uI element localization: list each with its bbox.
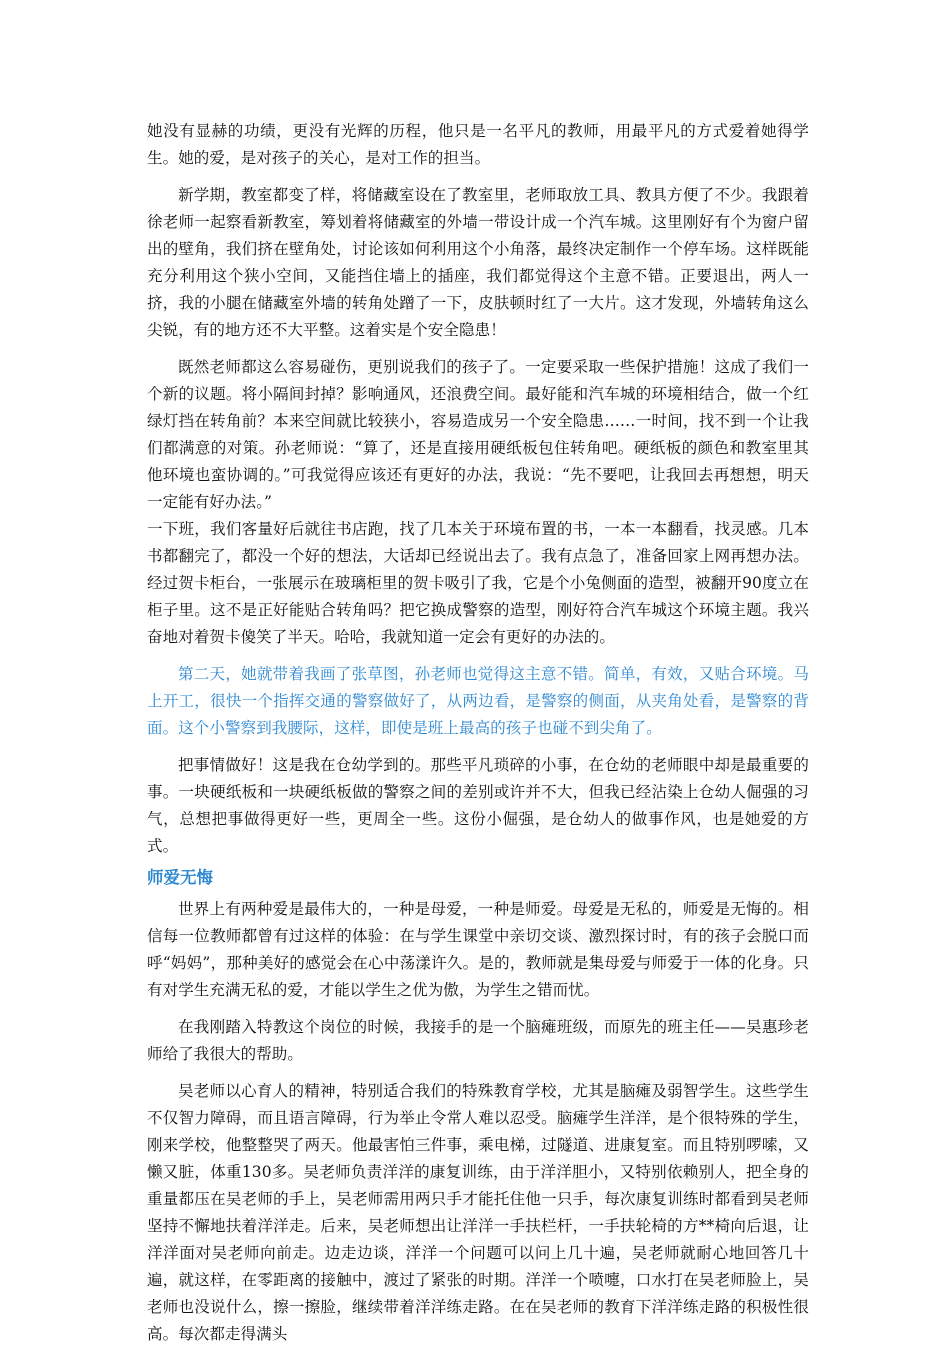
section-heading: 师爱无悔	[147, 868, 213, 887]
document-page	[147, 118, 809, 1348]
paragraph-8: 在我刚踏入特教这个岗位的时候，我接手的是一个脑瘫班级，而原先的班主任——吴惠珍老师给了我很大的帮助。	[147, 1018, 809, 1063]
paragraph-5-highlighted: 第二天，她就带着我画了张草图，孙老师也觉得这主意不错。简单，有效，又贴合环境。马上开工，很快一个指挥交通的警察做好了，从两边看，是警察的侧面，从夹角处看，是警察的背面。这个小警察到我腰际，这样，即使是班上最高的孩子也碰不到尖角了。	[147, 665, 809, 737]
paragraph-9: 吴老师以心育人的精神，特别适合我们的特殊教育学校，尤其是脑瘫及弱智学生。这些学生不仅智力障碍，而且语言障碍，行为举止令常人难以忍受。脑瘫学生洋洋，是个很特殊的学生，刚来学校，他整整哭了两天。他最害怕三件事，乘电梯，过隧道、进康复室。而且特别啰嗦，又懒又脏，体重130多。吴老师负责洋洋的康复训练，由于洋洋胆小，又特别依赖别人，把全身的重量都压在吴老师的手上，吴老师需用两只手才能托住他一只手，每次康复训练时都看到吴老师坚持不懈地扶着洋洋走。后来，吴老师想出让洋洋一手扶栏杆，一手扶轮椅的方**椅向后退，让洋洋面对吴老师向前走。边走边谈，洋洋一个问题可以问上几十遍，吴老师就耐心地回答几十遍，就这样，在零距离的接触中，渡过了紧张的时期。洋洋一个喷嚏，口水打在吴老师脸上，吴老师也没说什么，擦一擦脸，继续带着洋洋练走路。在在吴老师的教育下洋洋练走路的积极性很高。每次都走得满头	[147, 1082, 809, 1343]
paragraph-1: 她没有显赫的功绩，更没有光辉的历程，他只是一名平凡的教师，用最平凡的方式爱着她得学生。她的爱，是对孩子的关心，是对工作的担当。	[147, 122, 809, 167]
paragraph-6: 把事情做好！这是我在仓幼学到的。那些平凡琐碎的小事，在仓幼的老师眼中却是最重要的事。一块硬纸板和一块硬纸板做的警察之间的差别或许并不大，但我已经沾染上仓幼人倔强的习气，总想把事做得更好一些，更周全一些。这份小倔强，是仓幼人的做事作风，也是她爱的方式。	[147, 756, 809, 855]
paragraph-7: 世界上有两种爱是最伟大的，一种是母爱，一种是师爱。母爱是无私的，师爱是无悔的。相信每一位教师都曾有过这样的体验：在与学生课堂中亲切交谈、激烈探讨时，有的孩子会脱口而呼“妈妈”，那种美好的感觉会在心中荡漾许久。是的，教师就是集母爱与师爱于一体的化身。只有对学生充满无私的爱，才能以学生之优为傲，为学生之错而忧。	[147, 900, 809, 999]
paragraph-2: 新学期，教室都变了样，将储藏室设在了教室里，老师取放工具、教具方便了不少。我跟着徐老师一起察看新教室，筹划着将储藏室的外墙一带设计成一个汽车城。这里刚好有个为窗户留出的壁角，我们挤在壁角处，讨论该如何利用这个小角落，最终决定制作一个停车场。这样既能充分利用这个狭小空间，又能挡住墙上的插座，我们都觉得这个主意不错。正要退出，两人一挤，我的小腿在储藏室外墙的转角处蹭了一下，皮肤顿时红了一大片。这才发现，外墙转角这么尖锐，有的地方还不大平整。这着实是个安全隐患！	[147, 186, 809, 339]
paragraph-4: 一下班，我们客量好后就往书店跑，找了几本关于环境布置的书，一本一本翻看，找灵感。几本书都翻完了，都没一个好的想法，大话却已经说出去了。我有点急了，准备回家上网再想办法。经过贺卡柜台，一张展示在玻璃柜里的贺卡吸引了我，它是个小兔侧面的造型，被翻开90度立在柜子里。这不是正好能贴合转角吗？把它换成警察的造型，刚好符合汽车城这个环境主题。我兴奋地对着贺卡傻笑了半天。哈哈，我就知道一定会有更好的办法的。	[147, 520, 809, 646]
paragraph-3: 既然老师都这么容易碰伤，更别说我们的孩子了。一定要采取一些保护措施！这成了我们一个新的议题。将小隔间封掉？影响通风，还浪费空间。最好能和汽车城的环境相结合，做一个红绿灯挡在转角前？本来空间就比较狭小，容易造成另一个安全隐患……一时间，找不到一个让我们都满意的对策。孙老师说：“算了，还是直接用硬纸板包住转角吧。硬纸板的颜色和教室里其他环境也蛮协调的。”可我觉得应该还有更好的办法，我说：“先不要吧，让我回去再想想，明天一定能有好办法。”	[147, 358, 809, 511]
